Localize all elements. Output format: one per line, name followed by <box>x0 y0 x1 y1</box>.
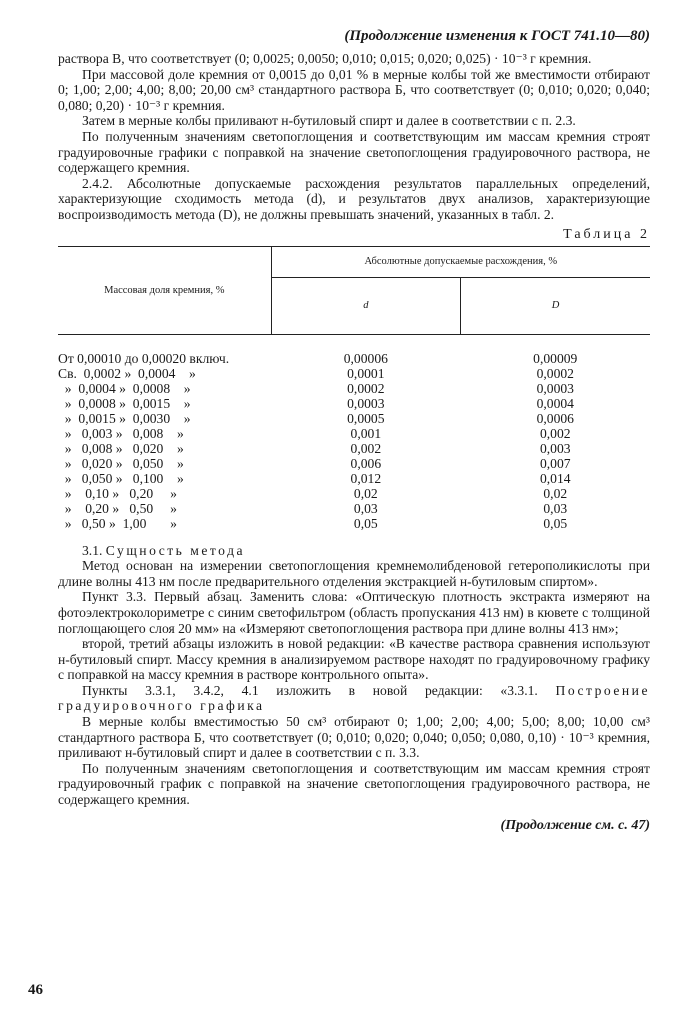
paragraph-2-4-2: 2.4.2. Абсолютные допускаемые расхождения результатов параллельных определений, характеризующие сходимость метода (d), и результатов двух анализов, характеризующие воспроизводимость метода (D), не должны превышать значений, указанных в табл. 2. <box>58 175 650 222</box>
D-cell: 0,007 <box>539 455 571 471</box>
range-cell: » 0,0015 » 0,0030 » <box>58 410 191 426</box>
tolerance-table <box>58 246 650 543</box>
d-cell: 0,00006 <box>343 350 388 366</box>
section-title: Сущность метода <box>105 542 246 558</box>
paragraph-item-3-3: Пункт 3.3. Первый абзац. Заменить слова: «Оптическую плотность экстракта измеряют на фотоэлектроколориметре с синим светофильтром (область пропускания 413 нм) в кювете с толщиной поглощающего слоя 20 мм» на «Измеряют светопоглощения раствора при длине волны 413 нм»; <box>58 589 650 636</box>
table-row <box>58 501 650 516</box>
D-cell: 0,05 <box>543 515 568 531</box>
d-cell: 0,006 <box>350 455 382 471</box>
page-number: 46 <box>28 982 43 998</box>
running-header: (Продолжение изменения к ГОСТ 741.10—80) <box>344 28 650 44</box>
document-page <box>58 28 650 834</box>
D-cell: 0,0003 <box>536 380 574 396</box>
range-cell: От 0,00010 до 0,00020 включ. <box>58 350 230 366</box>
range-cell: » 0,0004 » 0,0008 » <box>58 380 191 396</box>
paragraph-calibration-range: При массовой доле кремния от 0,0015 до 0,01 % в мерные колбы той же вместимости отбирают 0; 1,00; 2,00; 4,00; 8,00; 20,00 см³ стандартного раствора Б, что соответствует (0; 0,010; 0,020; 0,040; 0,080; 0,20) · 10⁻³ г кремния. <box>58 66 650 113</box>
range-cell: » 0,10 » 0,20 » <box>58 485 177 501</box>
paragraph-continued: раствора В, что соответствует (0; 0,0025; 0,0050; 0,010; 0,015; 0,020; 0,025) · 10⁻³ г кремния. <box>58 51 592 66</box>
table-row <box>58 411 650 426</box>
range-cell: » 0,050 » 0,100 » <box>58 470 184 486</box>
table-row <box>58 396 650 411</box>
column-header-mass-fraction: Массовая доля кремния, % <box>58 246 271 334</box>
d-cell: 0,03 <box>353 500 378 516</box>
paragraph-calibration-graphs: По полученным значениям светопоглощения и соответствующим им массам кремния строят градуировочные графики с поправкой на значение светопоглощения градуировочного раствора, не содержащего кремния. <box>58 128 650 176</box>
continuation-note: (Продолжение см. с. 47) <box>500 817 650 833</box>
D-cell: 0,02 <box>543 485 568 501</box>
table-row <box>58 366 650 381</box>
range-cell: » 0,20 » 0,50 » <box>58 500 177 516</box>
paragraph-item-3-3-1-body: В мерные колбы вместимостью 50 см³ отбирают 0; 1,00; 2,00; 4,00; 5,00; 8,00; 10,00 см³ стандартного раствора Б, что соответствует (0; 0,010; 0,020; 0,040; 0,050; 0,080, 0,10) · 10⁻³ кремния, приливают н-бутиловый спирт и далее в соответствии с п. 3.3. <box>58 714 650 761</box>
D-cell: 0,0004 <box>536 395 574 411</box>
range-cell: » 0,003 » 0,008 » <box>58 425 184 441</box>
table-caption: Таблица 2 <box>563 226 650 242</box>
paragraph-item-3-3-1-lead <box>58 683 650 714</box>
range-cell: Св. 0,0002 » 0,0004 » <box>58 365 196 381</box>
column-header-d: d <box>271 277 460 334</box>
table-row <box>58 516 650 543</box>
item-lead-text: Пункты 3.3.1, 3.4.2, 4.1 изложить в новой редакции: «3.3.1. <box>82 682 538 698</box>
d-cell: 0,02 <box>353 485 378 501</box>
D-cell: 0,0002 <box>536 365 574 381</box>
d-cell: 0,0005 <box>347 410 385 426</box>
paragraph-item-3-3-second: второй, третий абзацы изложить в новой редакции: «В качестве раствора сравнения используют н-бутиловый спирт. Массу кремния в анализируемом растворе находят по градуировочному графику с поправкой на массу кремния в растворе контрольного опыта». <box>58 636 650 683</box>
subsection-title: Построение градуировочного графика <box>58 682 650 714</box>
paragraph-calibration-graph: По полученным значениям светопоглощения и соответствующим им массам кремния строят градуировочный график с поправкой на значение светопоглощения градуировочного раствора, не содержащего кремния. <box>58 760 650 808</box>
D-cell: 0,014 <box>539 470 571 486</box>
d-cell: 0,002 <box>350 440 382 456</box>
D-cell: 0,03 <box>543 500 568 516</box>
d-cell: 0,001 <box>350 425 382 441</box>
section-heading-3-1 <box>58 543 650 559</box>
range-cell: » 0,008 » 0,020 » <box>58 440 184 456</box>
table-row <box>58 441 650 456</box>
d-cell: 0,0001 <box>347 365 385 381</box>
D-cell: 0,00009 <box>533 350 578 366</box>
d-cell: 0,0002 <box>347 380 385 396</box>
D-cell: 0,002 <box>539 425 571 441</box>
table-row <box>58 471 650 486</box>
table-row <box>58 426 650 441</box>
d-cell: 0,0003 <box>347 395 385 411</box>
range-cell: » 0,020 » 0,050 » <box>58 455 184 471</box>
D-cell: 0,0006 <box>536 410 574 426</box>
paragraph-method-principle: Метод основан на измерении светопоглощения кремнемолибденовой гетерополикислоты при длине волны 413 нм после предварительного отделения экстракцией н-бутиловым спиртом». <box>58 558 650 589</box>
table-row <box>58 456 650 471</box>
group-header-tolerances: Абсолютные допускаемые расхождения, % <box>271 246 650 277</box>
table-row <box>58 486 650 501</box>
table-row <box>58 381 650 396</box>
paragraph-butanol: Затем в мерные колбы приливают н-бутиловый спирт и далее в соответствии с п. 2.3. <box>82 113 576 129</box>
d-cell: 0,05 <box>353 515 378 531</box>
d-cell: 0,012 <box>350 470 382 486</box>
section-number: 3.1. <box>82 542 103 558</box>
table-row <box>58 334 650 366</box>
range-cell: » 0,0008 » 0,0015 » <box>58 395 191 411</box>
column-header-D: D <box>461 277 650 334</box>
range-cell: » 0,50 » 1,00 » <box>58 515 177 531</box>
D-cell: 0,003 <box>539 440 571 456</box>
